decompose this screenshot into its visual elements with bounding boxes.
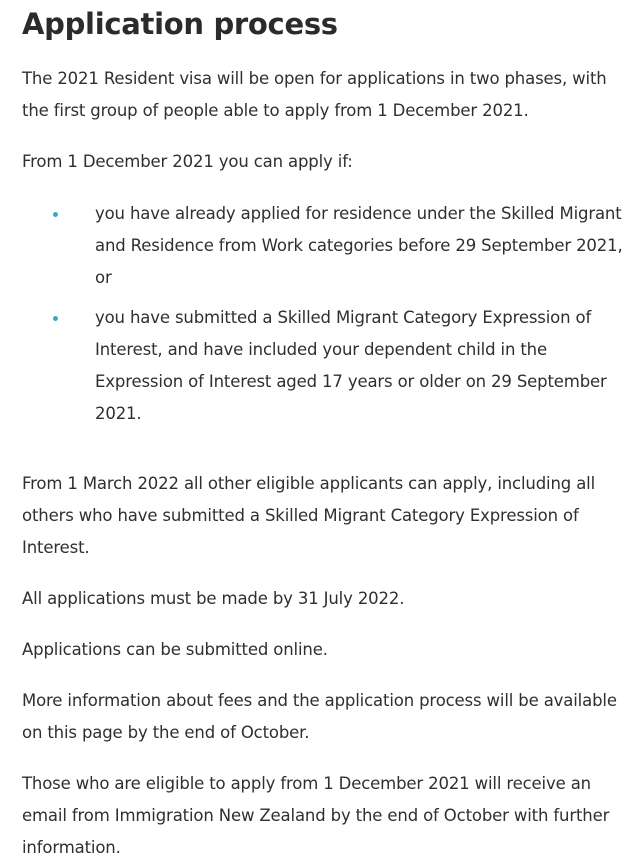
list-item-text: you have submitted a Skilled Migrant Category Expression of Interest, and have included your dependent child in the Expression of Interest aged 17 years or older on 29 September 2021. (95, 308, 607, 423)
intro-paragraph: The 2021 Resident visa will be open for applications in two phases, with the first group of people able to apply from 1 December 2021. (22, 69, 607, 120)
email-paragraph: Those who are eligible to apply from 1 December 2021 will receive an email from Immigration New Zealand by the end of October with further information. (22, 774, 610, 857)
list-item (22, 198, 624, 294)
deadline-paragraph: All applications must be made by 31 July 2022. (22, 589, 405, 608)
eligibility-list (22, 198, 624, 430)
december-eligibility-paragraph: From 1 December 2021 you can apply if: (22, 152, 353, 171)
bullet-icon (53, 316, 58, 321)
more-info-paragraph: More information about fees and the application process will be available on this page by the end of October. (22, 691, 617, 742)
page-title: Application process (22, 7, 338, 41)
list-item-text: you have already applied for residence under the Skilled Migrant and Residence from Work categories before 29 September 2021, or (95, 204, 623, 287)
list-item (22, 302, 624, 430)
online-paragraph: Applications can be submitted online. (22, 640, 328, 659)
bullet-icon (53, 212, 58, 217)
march-eligibility-paragraph: From 1 March 2022 all other eligible applicants can apply, including all others who have submitted a Skilled Migrant Category Expression of Interest. (22, 474, 596, 557)
